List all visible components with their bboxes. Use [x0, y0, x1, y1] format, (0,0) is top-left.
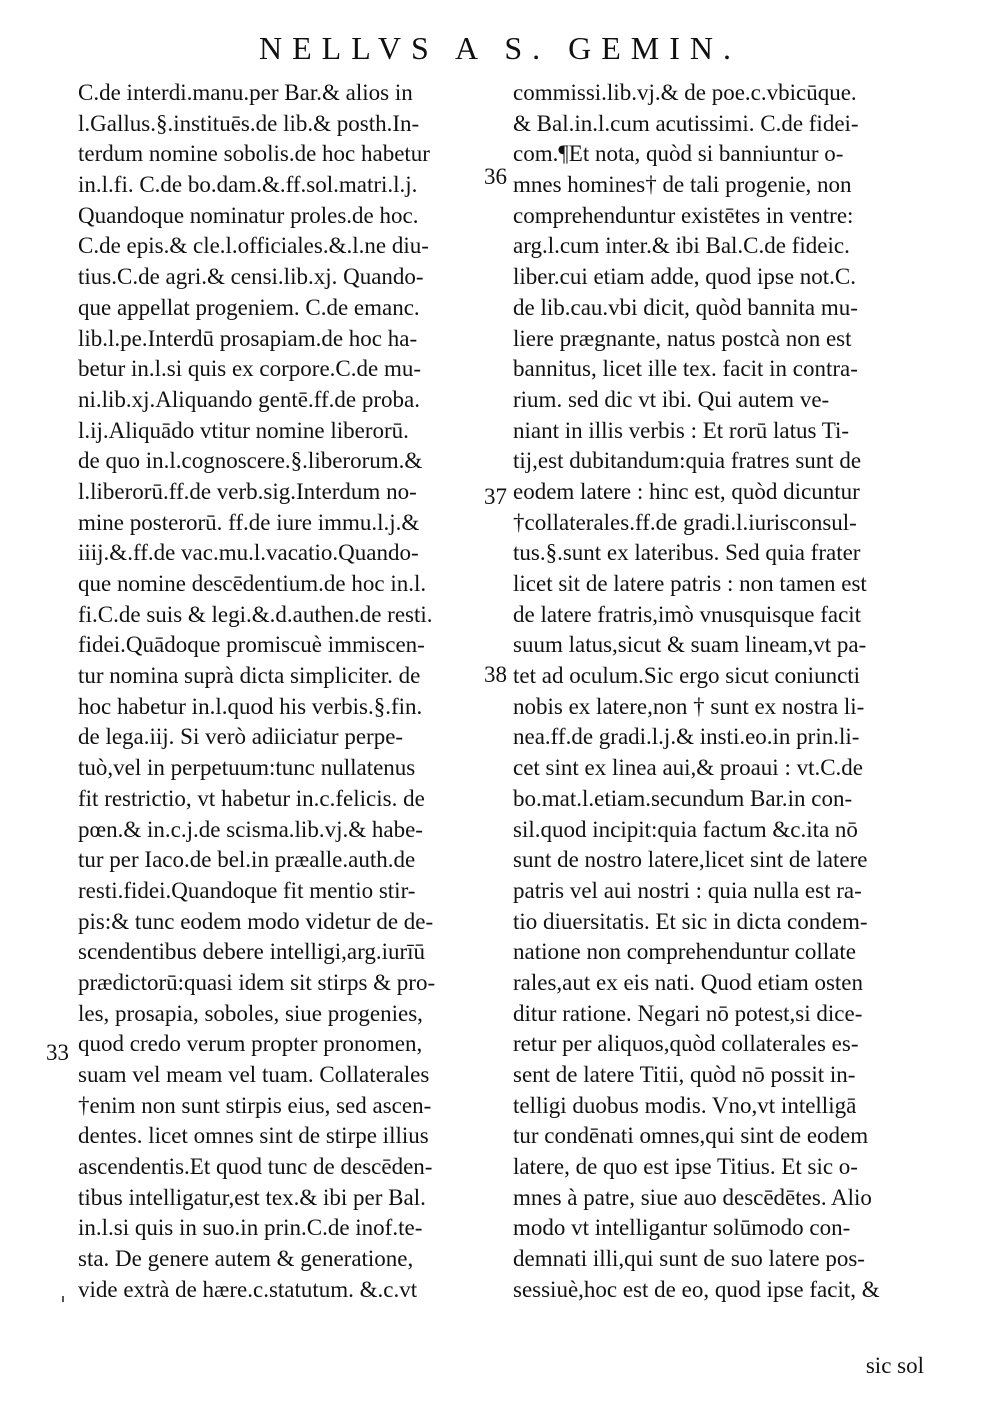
margin-number-37: 37 [484, 484, 507, 509]
text-line: fit restrictio, vt habetur in.c.felicis. de [78, 785, 425, 811]
text-line: lib.l.pe.Interdū prosapiam.de hoc ha- [78, 325, 418, 351]
catchword: sic sol [865, 1353, 924, 1378]
text-line: resti.fidei.Quandoque fit mentio stir- [78, 877, 416, 903]
text-line: ascendentis.Et quod tunc de descēden- [78, 1154, 433, 1180]
text-line: de quo in.l.cognoscere.§.liberorum.& [78, 448, 423, 474]
text-line: dentes. licet omnes sint de stirpe illius [78, 1123, 429, 1149]
text-line: mnes homines† de tali progenie, non [513, 172, 852, 198]
text-line: bo.mat.l.etiam.secundum Bar.in con- [513, 785, 853, 811]
text-line: terdum nomine sobolis.de hoc habetur [78, 141, 430, 167]
margin-number-38: 38 [484, 662, 507, 687]
text-line: scendentibus debere intelligi,arg.iurīū [78, 939, 426, 965]
text-line: sunt de nostro latere,licet sint de latere [513, 847, 868, 873]
text-line: prædictorū:quasi idem sit stirps & pro- [78, 969, 436, 995]
text-line: modo vt intelligantur solūmodo con- [513, 1215, 851, 1241]
text-line: retur per aliquos,quòd collaterales es- [513, 1031, 859, 1057]
right-text-column [513, 78, 923, 1306]
text-line: tuò,vel in perpetuum:tunc nullatenus [78, 755, 416, 781]
text-line: tio diuersitatis. Et sic in dicta condem- [513, 908, 868, 934]
text-line: patris vel aui nostri : quia nulla est ra- [513, 877, 862, 903]
text-line: demnati illi,qui sunt de suo latere pos- [513, 1246, 865, 1272]
text-line: hoc habetur in.l.quod his verbis.§.fin. [78, 693, 423, 719]
text-line: ditur ratione. Negari nō potest,si dice- [513, 1000, 863, 1026]
text-line: de lega.iij. Si verò adiiciatur perpe- [78, 724, 404, 750]
text-line: quod credo verum propter pronomen, [78, 1031, 423, 1057]
text-line: sent de latere Titii, quòd nō possit in- [513, 1062, 856, 1087]
text-line: niant in illis verbis : Et rorū latus Ti- [513, 417, 850, 443]
text-line: pœn.& in.c.j.de scisma.lib.vj.& habe- [78, 816, 423, 842]
text-line: betur in.l.si quis ex corpore.C.de mu- [78, 356, 422, 382]
text-line: les, prosapia, soboles, siue progenies, [78, 1000, 423, 1026]
text-line: licet sit de latere patris : non tamen est [513, 571, 867, 596]
text-line: tibus intelligatur,est tex.& ibi per Bal. [78, 1184, 426, 1210]
text-line: latere, de quo est ipse Titius. Et sic o- [513, 1154, 858, 1180]
margin-number-33: 33 [46, 1040, 69, 1065]
margin-number-36: 36 [484, 164, 507, 189]
text-line: & Bal.in.l.cum acutissimi. C.de fidei- [513, 110, 859, 136]
text-line: rium. sed dic vt ibi. Qui autem ve- [513, 386, 830, 412]
text-line: vide extrà de hære.c.statutum. &.c.vt [78, 1276, 418, 1302]
text-line: C.de interdi.manu.per Bar.& alios in [78, 80, 413, 105]
text-line: commissi.lib.vj.& de poe.c.vbicūque. [513, 80, 857, 105]
text-line: rales,aut ex eis nati. Quod etiam osten [513, 969, 864, 995]
text-line: †enim non sunt stirpis eius, sed ascen- [78, 1092, 432, 1118]
text-line: liber.cui etiam adde, quod ipse not.C. [513, 264, 857, 290]
text-line: sta. De genere autem & generatione, [78, 1246, 414, 1272]
text-line: que nomine descēdentium.de hoc in.l. [78, 571, 427, 596]
text-line: natione non comprehenduntur collate [513, 939, 856, 965]
text-line: tur condēnati omnes,qui sint de eodem [513, 1123, 869, 1149]
text-line: tur nomina suprà dicta simpliciter. de [78, 663, 421, 689]
text-line: mnes à patre, siue auo descēdētes. Alio [513, 1184, 872, 1210]
left-text-column [78, 78, 478, 1306]
text-line: C.de epis.& cle.l.officiales.&.l.ne diu- [78, 233, 429, 259]
text-line: ni.lib.xj.Aliquando gentē.ff.de proba. [78, 386, 420, 412]
text-line: bannitus, licet ille tex. facit in contra- [513, 356, 858, 382]
text-line: †collaterales.ff.de gradi.l.iurisconsul- [513, 509, 857, 535]
text-line: cet sint ex linea aui,& proaui : vt.C.de [513, 755, 864, 781]
text-line: sessiuè,hoc est de eo, quod ipse facit, & [513, 1276, 880, 1302]
text-line: l.Gallus.§.instituēs.de lib.& posth.In- [78, 110, 420, 136]
text-line: comprehenduntur existētes in ventre: [513, 202, 854, 228]
text-line: in.l.fi. C.de bo.dam.&.ff.sol.matri.l.j. [78, 172, 418, 198]
text-line: liere prægnante, natus postcà non est [513, 325, 852, 351]
text-line: arg.l.cum inter.& ibi Bal.C.de fideic. [513, 233, 850, 259]
text-line: telligi duobus modis. Vno,vt intelligā [513, 1092, 857, 1118]
text-line: nobis ex latere,non † sunt ex nostra li- [513, 693, 865, 719]
text-line: de lib.cau.vbi dicit, quòd bannita mu- [513, 294, 858, 320]
text-line: suam vel meam vel tuam. Collaterales [78, 1062, 430, 1087]
text-line: fidei.Quādoque promiscuè immiscen- [78, 632, 425, 658]
text-line: tur per Iaco.de bel.in præalle.auth.de [78, 847, 416, 873]
text-line: iiij.&.ff.de vac.mu.l.vacatio.Quando- [78, 540, 419, 566]
text-line: pis:& tunc eodem modo videtur de de- [78, 908, 434, 934]
text-line: fi.C.de suis & legi.&.d.authen.de resti. [78, 601, 433, 627]
text-line: suum latus,sicut & suam lineam,vt pa- [513, 632, 867, 658]
text-line: Quandoque nominatur proles.de hoc. [78, 202, 419, 228]
text-line: de latere fratris,imò vnusquisque facit [513, 601, 862, 627]
ink-speck [62, 1296, 64, 1302]
text-line: l.ij.Aliquādo vtitur nomine liberorū. [78, 417, 409, 443]
text-line: mine posterorū. ff.de iure immu.l.j.& [78, 509, 420, 535]
text-line: eodem latere : hinc est, quòd dicuntur [513, 478, 860, 504]
text-line: l.liberorū.ff.de verb.sig.Interdum no- [78, 478, 417, 504]
text-line: in.l.si quis in suo.in prin.C.de inof.te- [78, 1215, 423, 1241]
text-line: tet ad oculum.Sic ergo sicut coniuncti [513, 663, 861, 689]
text-line: nea.ff.de gradi.l.j.& insti.eo.in prin.li- [513, 724, 860, 750]
text-line: com.¶Et nota, quòd si banniuntur o- [513, 141, 844, 167]
text-line: tij,est dubitandum:quia fratres sunt de [513, 448, 862, 474]
text-line: tus.§.sunt ex lateribus. Sed quia frater [513, 540, 861, 566]
text-line: sil.quod incipit:quia factum &c.ita nō [513, 816, 858, 842]
page-header: NELLVS A S. GEMIN. [259, 30, 741, 66]
text-line: tius.C.de agri.& censi.lib.xj. Quando- [78, 264, 424, 290]
text-line: que appellat progeniem. C.de emanc. [78, 294, 420, 320]
